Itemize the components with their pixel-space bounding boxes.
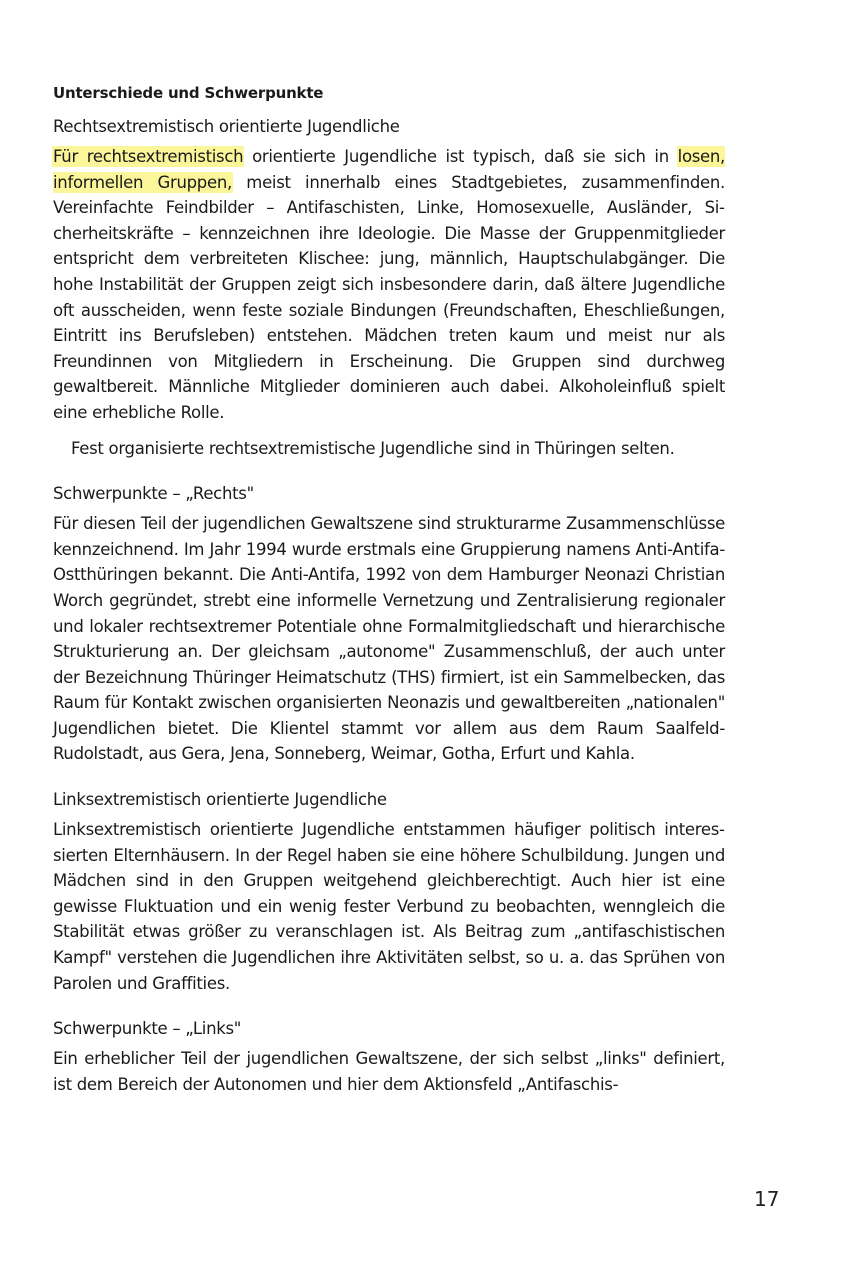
- subheading-links-jugendliche: Linksextremistisch orientierte Jugendliche: [53, 790, 387, 810]
- text-run-2: meist innerhalb eines Stadtgebietes, zusammenfinden. Vereinfachte Feindbilder – Antifaschisten, Linke, Homosexuelle, Ausländer, Sicherheitskräfte – kennzeichnen ihre Ideologie. Die Masse der Gruppenmitglieder entspricht dem verbreiteten Klischee: jung, männlich, Hauptschulabgänger. Die hohe Instabilität der Gruppen zeigt sich insbesondere darin, daß ältere Jugendliche oft ausscheiden, wenn feste soziale Bindungen (Freundschaften, Eheschließungen, Eintritt ins Berufsleben) entstehen. Mädchen treten kaum und meist nur als Freundinnen von Mitgliedern in Erscheinung. Die Gruppen sind durchweg gewaltbereit. Männliche Mitglieder dominieren auch dabei. Alkoholeinfluß spielt eine erhebliche Rolle.: [53, 172, 725, 422]
- text-run-1: orientierte Jugendliche ist typisch, daß sie sich in: [243, 147, 678, 166]
- paragraph-schwerpunkte-rechts: Für diesen Teil der jugendlichen Gewaltszene sind strukturarme Zusammenschlüsse kennzeichnend. Im Jahr 1994 wurde erstmals eine Gruppierung namens Anti-Antifa-Ostthüringen bekannt. Die Anti-Antifa, 1992 von dem Hamburger Neonazi Christian Worch gegründet, strebt eine informelle Vernetzung und Zentralisierung regionaler und lokaler rechtsextremer Potentiale ohne Formalmitgliedschaft und hierarchische Strukturierung an. Der gleichsam „autonome" Zusammenschluß, der auch unter der Bezeichnung Thüringer Heimatschutz (THS) firmiert, ist ein Sammelbecken, das Raum für Kontakt zwischen organisierten Neonazis und gewaltbereiten „nationalen" Jugendlichen bietet. Die Klientel stammt vor allem aus dem Raum Saalfeld-Rudolstadt, aus Gera, Jena, Sonneberg, Weimar, Gotha, Erfurt und Kahla.: [53, 514, 725, 764]
- subheading-schwerpunkte-links: Schwerpunkte – „Links": [53, 1019, 242, 1039]
- page-number: 17: [754, 1187, 780, 1211]
- section-heading: Unterschiede und Schwerpunkte: [53, 84, 324, 102]
- paragraph-links-jugendliche: Linksextremistisch orientierte Jugendliche entstammen häufiger politisch interessierten Elternhäusern. In der Regel haben sie eine höhere Schulbildung. Jungen und Mädchen sind in den Gruppen weitgehend gleichberechtigt. Auch hier ist eine gewisse Fluktuation und ein wenig fester Verbund zu beobachten, wenngleich die Stabilität etwas größer zu veranschlagen ist. Als Beitrag zum „antifaschistischen Kampf" verstehen die Jugendlichen ihre Aktivitäten selbst, so u. a. das Sprühen von Parolen und Graffities.: [53, 820, 725, 993]
- subheading-rechts-jugendliche: Rechtsextremistisch orientierte Jugendliche: [53, 117, 400, 136]
- paragraph-rechts-jugendliche: [53, 144, 725, 426]
- paragraph-schwerpunkte-links: Ein erheblicher Teil der jugendlichen Gewaltszene, der sich selbst „links" definiert, ist dem Bereich der Autonomen und hier dem Aktionsfeld „Antifaschis-: [53, 1049, 725, 1094]
- document-page: [53, 84, 725, 1097]
- subheading-schwerpunkte-rechts: Schwerpunkte – „Rechts": [53, 484, 254, 504]
- paragraph-fest-organisiert: Fest organisierte rechtsextremistische Jugendliche sind in Thüringen selten.: [71, 438, 675, 458]
- highlight-1: Für rechtsextremistisch: [53, 147, 244, 166]
- highlight-2: losen, informellen Gruppen,: [53, 147, 725, 192]
